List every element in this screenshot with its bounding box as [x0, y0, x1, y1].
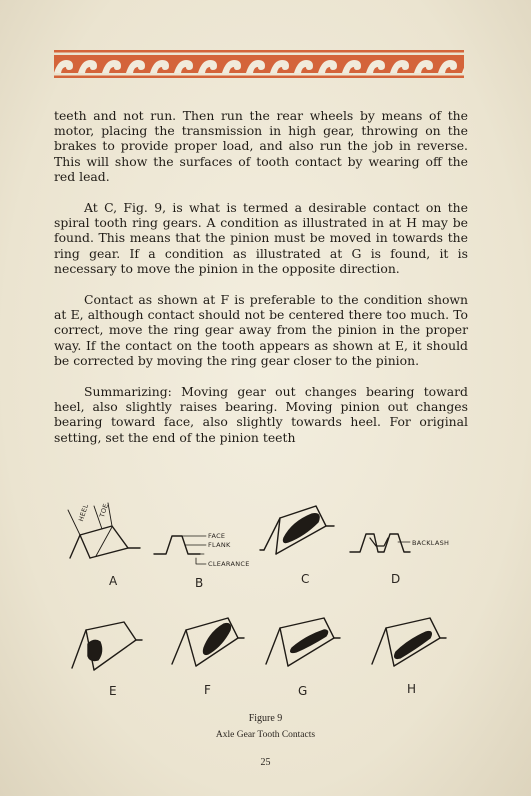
label-e: E — [109, 684, 117, 698]
paragraph-1: teeth and not run. Then run the rear wheels by means of the motor, placing the transmission in high gear, throwing on the brakes to provide proper load, and also run the job in reverse. This will show the surfaces of tooth contact by wearing off the red lead. — [54, 108, 468, 184]
diagram-f — [172, 618, 244, 666]
diagram-h — [372, 618, 446, 666]
decorative-wave-border — [54, 50, 464, 78]
page-number: 25 — [260, 757, 271, 768]
backlash-label: BACKLASH — [412, 539, 450, 547]
diagram-c — [260, 506, 334, 554]
diagram-b — [154, 536, 206, 564]
label-h: H — [407, 682, 417, 696]
paragraph-2: At C, Fig. 9, is what is termed a desirable contact on the spiral tooth ring gears. A condition as illustrated in at H may be found. This means that the pinion must be moved in towards the ring gear. If a condition as illustrated at G is found, it is necessary to move the pinion in the opposite direction. — [54, 200, 468, 276]
figure-9 — [54, 500, 474, 710]
gear-tooth-diagrams — [54, 500, 474, 710]
diagram-d — [350, 534, 410, 552]
label-f: F — [204, 683, 211, 697]
clearance-label: CLEARANCE — [208, 560, 250, 568]
label-a: A — [109, 574, 118, 588]
diagram-g — [266, 618, 340, 666]
body-text — [54, 108, 468, 461]
heel-label: HEEL — [77, 502, 91, 523]
label-g: G — [298, 684, 308, 698]
paragraph-4: Summarizing: Moving gear out changes bearing toward heel, also slightly raises bearing. Moving pinion out changes bearing toward face, also slightly towards heel. For original setting, set the end of the pinion teeth — [54, 384, 468, 445]
figure-caption-title: Figure 9 — [248, 713, 283, 724]
diagram-e — [72, 622, 142, 670]
label-c: C — [301, 572, 310, 586]
flank-label: FLANK — [208, 541, 231, 549]
label-b: B — [195, 576, 204, 590]
face-label: FACE — [208, 532, 226, 540]
paragraph-3: Contact as shown at F is preferable to the condition shown at E, although contact should not be centered there too much. To correct, move the ring gear away from the pinion in the proper way. If the contact on the tooth appears as shown at E, it should be corrected by moving the ring gear closer to the pinion. — [54, 292, 468, 368]
figure-caption-text: Axle Gear Tooth Contacts — [215, 730, 316, 740]
label-d: D — [391, 572, 401, 586]
toe-label: TOE — [98, 502, 110, 519]
